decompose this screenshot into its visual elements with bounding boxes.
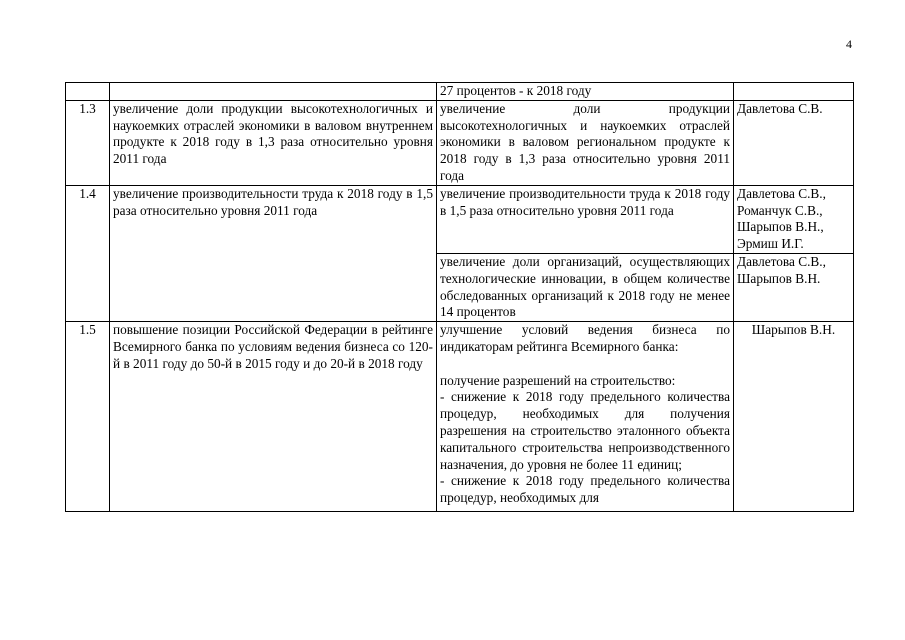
responsible-name: Давлетова С.В., <box>737 253 826 269</box>
table-row-continuation <box>66 83 854 101</box>
cell-number <box>66 83 110 101</box>
cell-responsible <box>734 185 854 253</box>
table-row-1-3 <box>66 100 854 185</box>
cell-indicator: 27 процентов - к 2018 году <box>437 83 734 101</box>
cell-indicator: увеличение доли продукции высокотехнологичных и наукоемких отраслей экономики в валовом региональном продукте к 2018 году в 1,3 раза относительно уровня 2011 года <box>437 100 734 185</box>
cell-indicator: увеличение доли организаций, осуществляющих технологические инновации, в общем количестве обследованных организаций к 2018 году не менее 14 процентов <box>437 253 734 321</box>
cell-goal: повышение позиции Российской Федерации в рейтинге Всемирного банка по условиям ведения бизнеса со 120-й в 2011 году до 50-й в 2015 году и до 20-й в 2018 году <box>110 322 437 512</box>
cell-responsible <box>734 83 854 101</box>
cell-goal: увеличение доли продукции высокотехнологичных и наукоемких отраслей экономики в валовом внутреннем продукте к 2018 году в 1,3 раза относительно уровня 2011 года <box>110 100 437 185</box>
cell-indicator: увеличение производительности труда к 2018 году в 1,5 раза относительно уровня 2011 года <box>437 185 734 253</box>
indicator-paragraph: - снижение к 2018 году предельного количества процедур, необходимых для <box>440 473 730 506</box>
table-row-1-4 <box>66 185 854 253</box>
cell-responsible: Шарыпов В.Н. <box>734 322 854 512</box>
page-number: 4 <box>846 37 852 51</box>
indicator-paragraph: улучшение условий ведения бизнеса по индикаторам рейтинга Всемирного банка: <box>440 322 730 354</box>
table-row-1-5 <box>66 322 854 512</box>
indicators-table <box>65 82 854 512</box>
indicator-paragraph: - снижение к 2018 году предельного количества процедур, необходимых для получения разрешения на строительство эталонного объекта капитального строительства непроизводственного назначения, до уровня не более 11 единиц; <box>440 389 730 472</box>
responsible-name: Шарыпов В.Н., <box>737 219 824 235</box>
cell-goal <box>110 83 437 101</box>
cell-responsible <box>734 253 854 321</box>
responsible-name: Шарыпов В.Н. <box>737 270 821 286</box>
cell-number: 1.5 <box>66 322 110 512</box>
cell-responsible: Давлетова С.В. <box>734 100 854 185</box>
cell-number: 1.3 <box>66 100 110 185</box>
responsible-name: Эрмиш И.Г. <box>737 236 804 252</box>
indicator-paragraph: получение разрешений на строительство: <box>440 372 676 388</box>
responsible-name: Давлетова С.В., <box>737 185 826 201</box>
responsible-name: Романчук С.В., <box>737 202 823 218</box>
paragraph-gap <box>440 356 730 373</box>
cell-indicator <box>437 322 734 512</box>
cell-goal: увеличение производительности труда к 2018 году в 1,5 раза относительно уровня 2011 года <box>110 185 437 321</box>
cell-number: 1.4 <box>66 185 110 321</box>
